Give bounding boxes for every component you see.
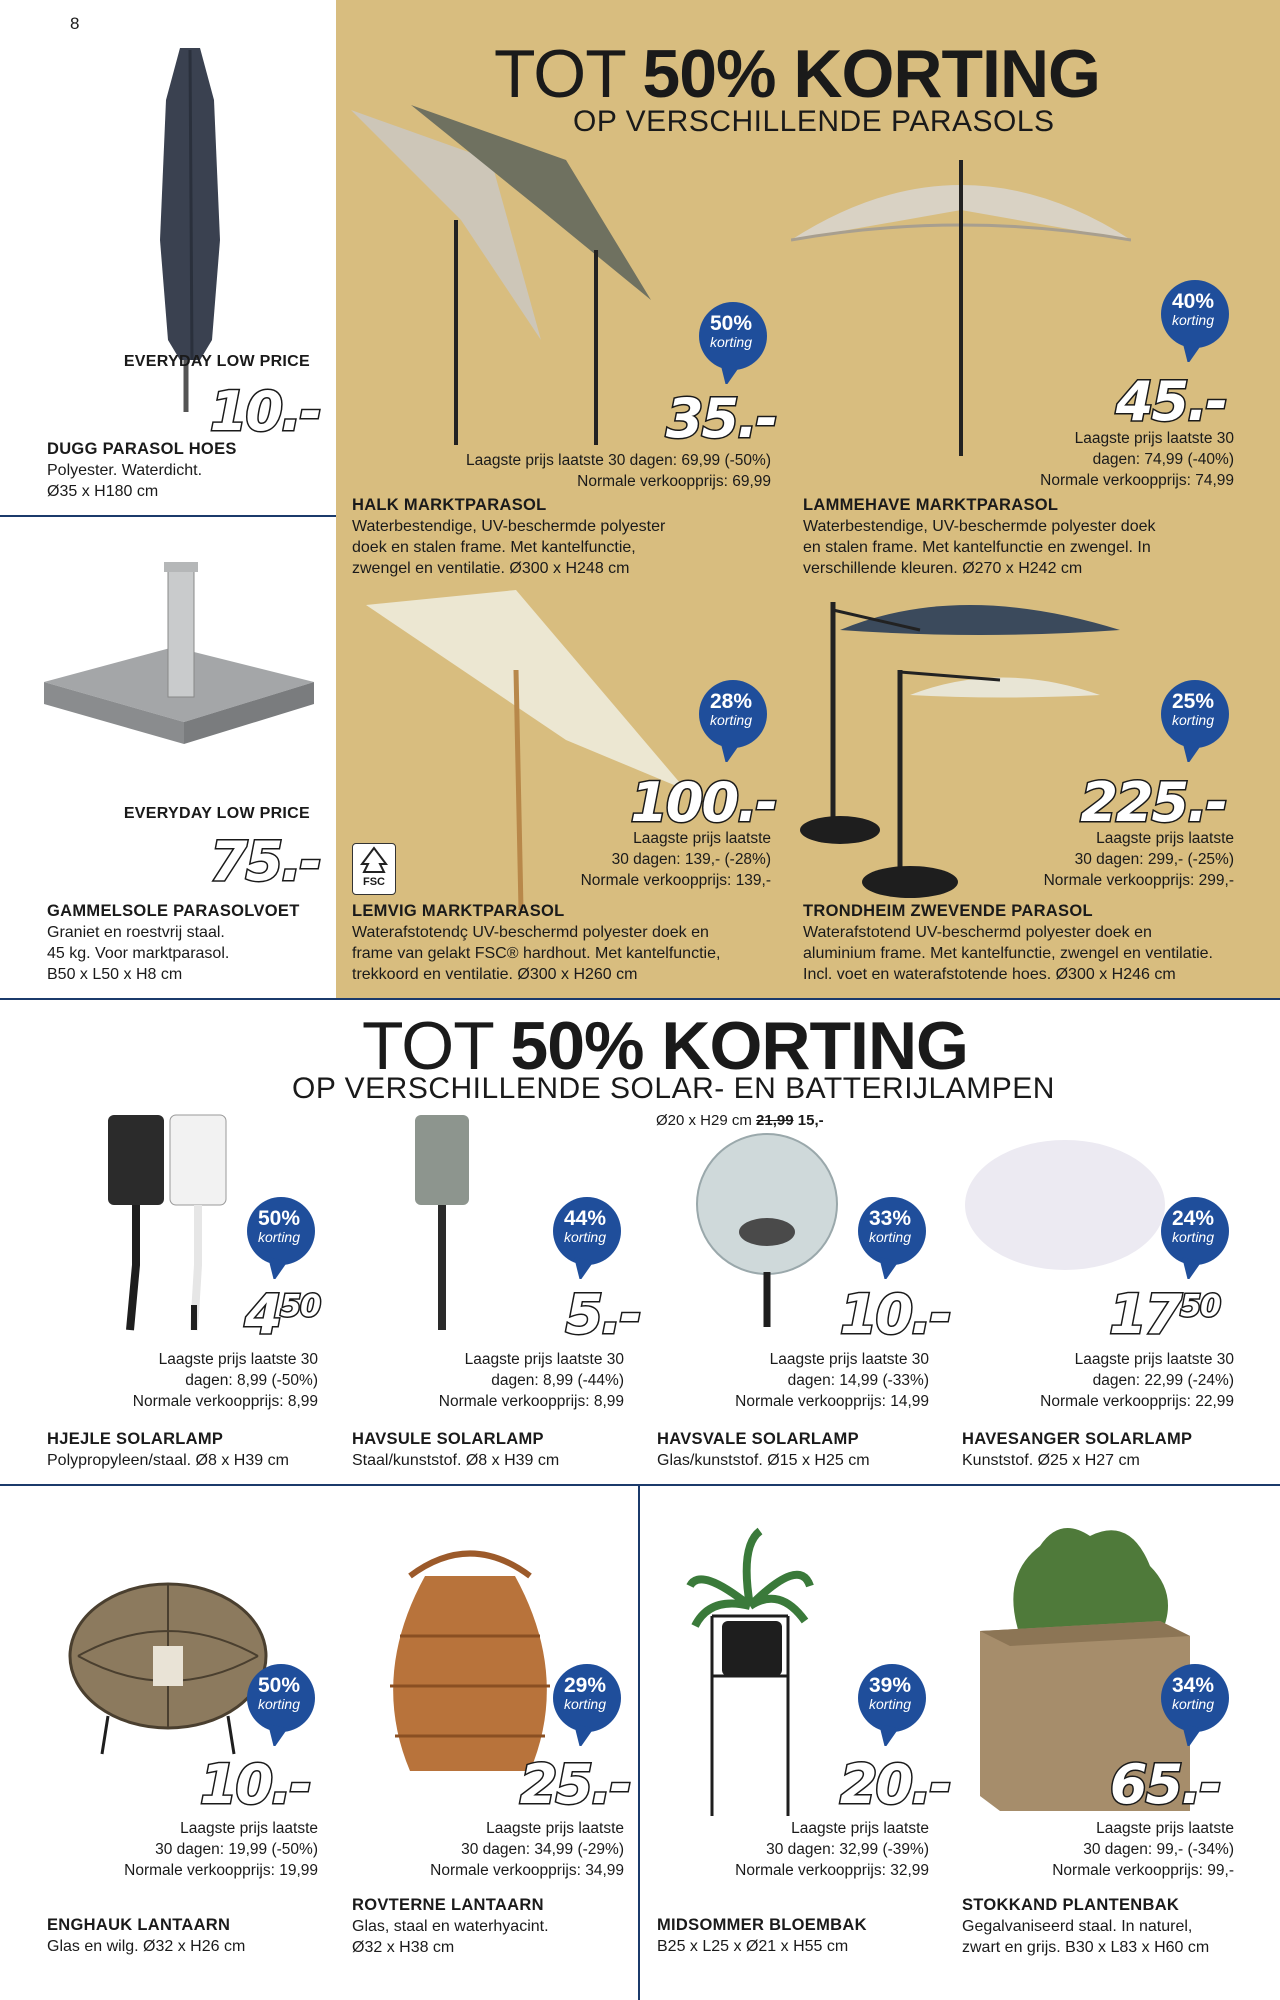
product-name: LEMVIG MARKTPARASOL [352, 902, 565, 920]
product-name: STOKKAND PLANTENBAK [962, 1896, 1180, 1914]
parasol-subheadline: OP VERSCHILLENDE PARASOLS [573, 105, 1055, 138]
product-description: Waterbestendige, UV-beschermde polyester doek en stalen frame. Met kantelfunctie en zwengel. In verschillende kleuren. Ø270 x H242 cm [803, 518, 1156, 577]
product-description: Waterafstotend UV-beschermd polyester doek en aluminium frame. Met kantelfunctie, zwengel en ventilatie. Incl. voet en waterafstotende hoes. Ø300 x H246 cm [803, 924, 1213, 983]
price: 75.- [209, 830, 320, 893]
price: 25.- [519, 1753, 630, 1816]
price: $4^{50}$ [244, 1283, 320, 1346]
price-note: Laagste prijs laatste 30 dagen: 8,99 (-44%) Normale verkoopprijs: 8,99 [438, 1351, 624, 1410]
price-note: Laagste prijs laatste 30 dagen: 74,99 (-40%) Normale verkoopprijs: 74,99 [1040, 430, 1234, 489]
product-dugg [0, 0, 336, 514]
divider [0, 998, 1280, 1000]
price: 10.- [199, 1753, 310, 1816]
product-description: Glas en wilg. Ø32 x H26 cm [47, 1938, 246, 1955]
discount-badge: 34% korting [1158, 1662, 1234, 1738]
fsc-logo: FSC [352, 843, 396, 895]
headline-bold: 50% KORTING [642, 36, 1100, 112]
woven-lantern-icon [370, 1536, 570, 1776]
price: 10.- [839, 1283, 950, 1346]
product-description: Glas, staal en waterhyacint. Ø32 x H38 cm [352, 1918, 549, 1956]
price-note: Laagste prijs laatste 30 dagen: 19,99 (-50%) Normale verkoopprijs: 19,99 [124, 1820, 318, 1879]
product-name: GAMMELSOLE PARASOLVOET [47, 902, 300, 920]
product-havsvale [640, 1100, 960, 1484]
product-description: Staal/kunststof. Ø8 x H39 cm [352, 1452, 560, 1469]
price: 5.- [565, 1283, 640, 1346]
product-name: HAVESANGER SOLARLAMP [962, 1430, 1193, 1448]
product-description: Polyester. Waterdicht. Ø35 x H180 cm [47, 462, 203, 500]
product-name: DUGG PARASOL HOES [47, 440, 237, 458]
price-note: Laagste prijs laatste 30 dagen: 8,99 (-50%) Normale verkoopprijs: 8,99 [132, 1351, 318, 1410]
price-note: Laagste prijs laatste 30 dagen: 299,- (-25%) Normale verkoopprijs: 299,- [1043, 830, 1234, 889]
product-hjejle [0, 1100, 320, 1484]
page-number: 8 [70, 14, 80, 33]
price-tag: EVERYDAY LOW PRICE [123, 353, 310, 370]
product-description: Graniet en roestvrij staal. 45 kg. Voor marktparasol. B50 x L50 x H8 cm [47, 924, 230, 983]
discount-badge: 28% korting [696, 678, 772, 754]
product-name: MIDSOMMER BLOEMBAK [657, 1916, 867, 1934]
discount-badge: 25% korting [1158, 678, 1234, 754]
product-name: LAMMEHAVE MARKTPARASOL [803, 496, 1059, 514]
stone-lamp-icon [960, 1130, 1170, 1280]
product-description: B25 x L25 x Ø21 x H55 cm [657, 1938, 849, 1955]
price-tag: EVERYDAY LOW PRICE [123, 805, 310, 822]
product-name: HAVSULE SOLARLAMP [352, 1430, 544, 1448]
price: 65.- [1109, 1753, 1220, 1816]
product-description: Polypropyleen/staal. Ø8 x H39 cm [47, 1452, 289, 1469]
price: 10.- [209, 380, 320, 443]
price-note: Laagste prijs laatste 30 dagen: 32,99 (-39%) Normale verkoopprijs: 32,99 [735, 1820, 929, 1879]
product-name: ENGHAUK LANTAARN [47, 1916, 231, 1934]
price-note: Laagste prijs laatste 30 dagen: 139,- (-28%) Normale verkoopprijs: 139,- [580, 830, 771, 889]
price: $17^{50}$ [1109, 1283, 1220, 1346]
discount-badge: 24% korting [1158, 1195, 1234, 1271]
price-note: Laagste prijs laatste 30 dagen: 14,99 (-33%) Normale verkoopprijs: 14,99 [735, 1351, 929, 1410]
discount-badge: 40% korting [1158, 278, 1234, 354]
price-note: Laagste prijs laatste 30 dagen: 99,- (-34%) Normale verkoopprijs: 99,- [1052, 1820, 1234, 1879]
price: 35.- [665, 387, 776, 450]
discount-badge: 50% korting [244, 1662, 320, 1738]
parasol-base-icon [44, 562, 314, 752]
product-name: HALK MARKTPARASOL [352, 496, 547, 514]
price-note: Laagste prijs laatste 30 dagen: 69,99 (-50%) Normale verkoopprijs: 69,99 [465, 452, 771, 490]
lantern-icon [68, 1576, 268, 1756]
product-name: TRONDHEIM ZWEVENDE PARASOL [803, 902, 1093, 920]
discount-badge: 50% korting [244, 1195, 320, 1271]
product-lemvig [336, 580, 786, 998]
product-description: Waterbestendige, UV-beschermde polyester doek en stalen frame. Met kantelfunctie, zwengel en ventilatie. Ø300 x H248 cm [352, 518, 666, 577]
extra-note: Ø20 x H29 cm 21,99 15,- [656, 1112, 824, 1129]
product-trondheim [786, 580, 1240, 998]
discount-badge: 50% korting [696, 300, 772, 376]
price: 100.- [630, 771, 776, 834]
product-description: Kunststof. Ø25 x H27 cm [962, 1452, 1140, 1469]
product-description: Gegalvaniseerd staal. In naturel, zwart en grijs. B30 x L83 x H60 cm [962, 1918, 1210, 1956]
price: 225.- [1080, 771, 1226, 834]
price: 20.- [839, 1753, 950, 1816]
lamp-headline [362, 1008, 968, 1084]
headline-prefix: TOT [494, 36, 625, 112]
product-name: HAVSVALE SOLARLAMP [657, 1430, 859, 1448]
product-havsule [320, 1100, 640, 1484]
lamp-subheadline: OP VERSCHILLENDE SOLAR- EN BATTERIJLAMPEN [292, 1072, 1055, 1105]
product-description: Glas/kunststof. Ø15 x H25 cm [657, 1452, 870, 1469]
product-description: Waterafstotendç UV-beschermd polyester doek en frame van gelakt FSC® hardhout. Met kantelfunctie, trekkoord en ventilatie. Ø300 x H260 cm [352, 924, 721, 983]
price-note: Laagste prijs laatste 30 dagen: 22,99 (-24%) Normale verkoopprijs: 22,99 [1040, 1351, 1234, 1410]
discount-badge: 39% korting [855, 1662, 931, 1738]
discount-badge: 44% korting [550, 1195, 626, 1271]
product-havesanger [960, 1100, 1240, 1484]
discount-badge: 33% korting [855, 1195, 931, 1271]
product-gammelsole [0, 517, 336, 998]
price: 45.- [1115, 370, 1226, 433]
headline-prefix: TOT [362, 1008, 493, 1084]
price-note: Laagste prijs laatste 30 dagen: 34,99 (-29%) Normale verkoopprijs: 34,99 [430, 1820, 624, 1879]
headline-bold: 50% KORTING [510, 1008, 968, 1084]
product-name: HJEJLE SOLARLAMP [47, 1430, 224, 1448]
discount-badge: 29% korting [550, 1662, 626, 1738]
product-name: ROVTERNE LANTAARN [352, 1896, 544, 1914]
